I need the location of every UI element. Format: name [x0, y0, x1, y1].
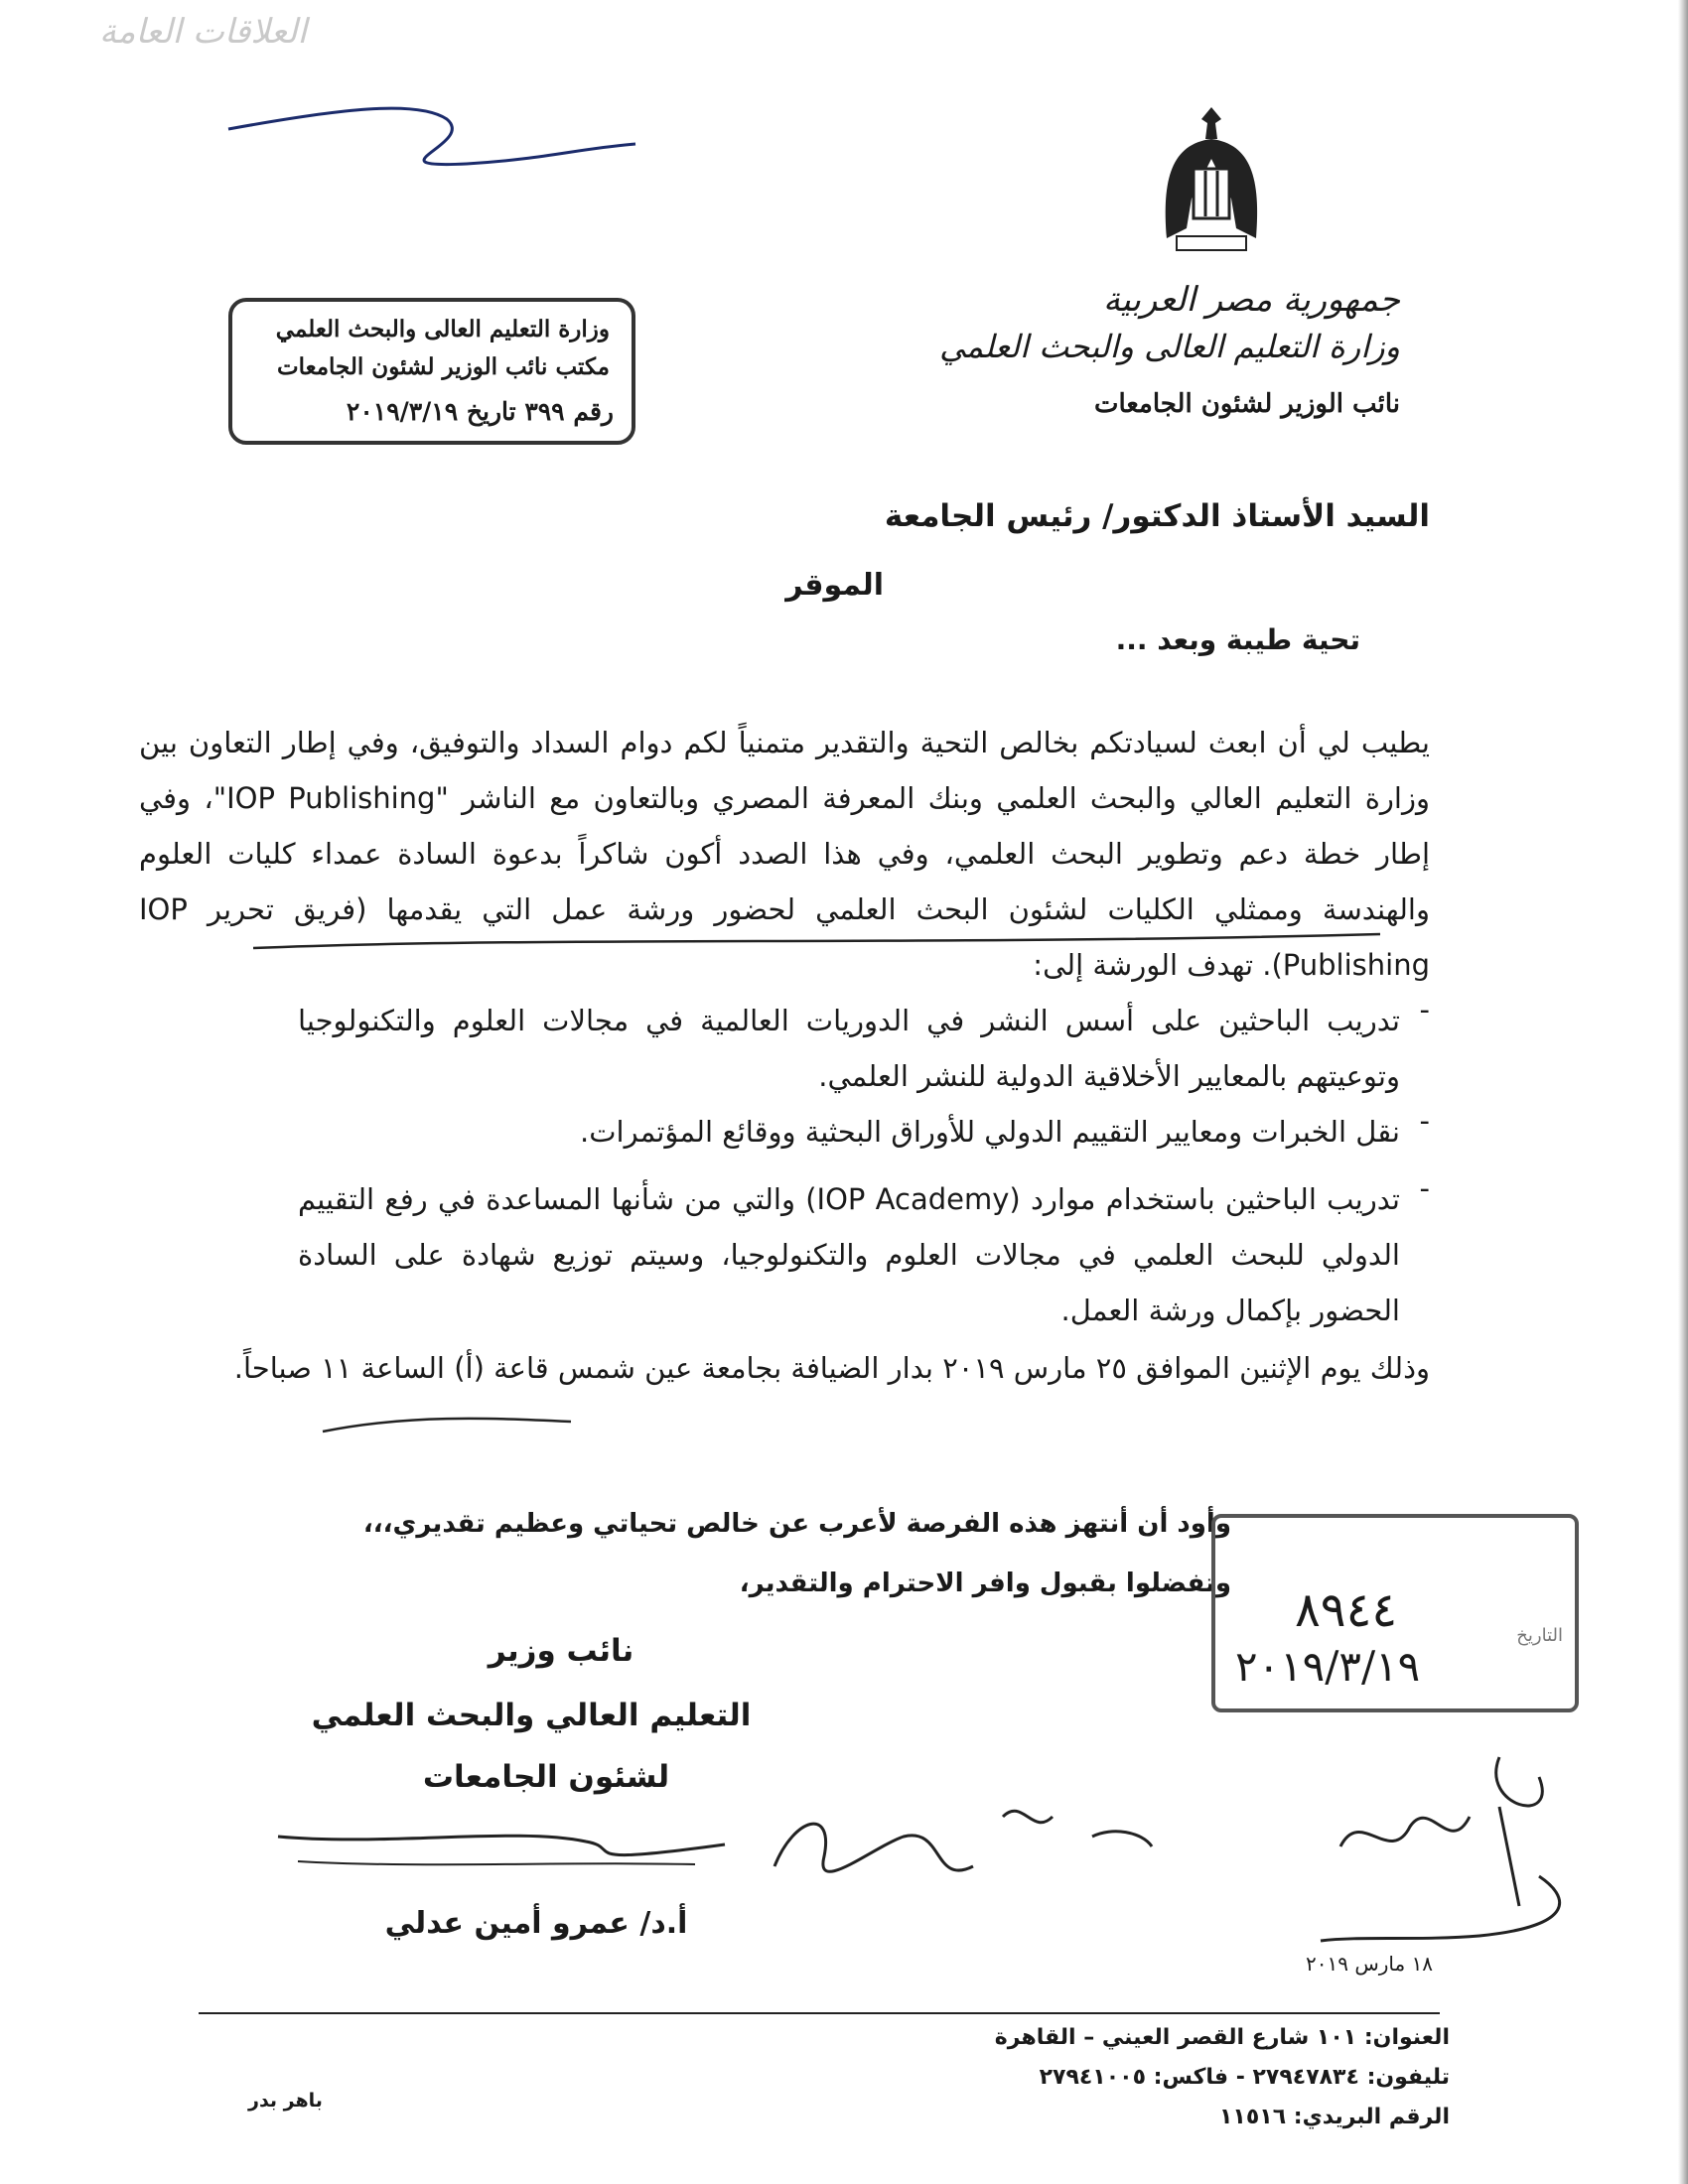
handwritten-underline [248, 928, 1390, 958]
bullet-marker: - [1419, 1171, 1430, 1205]
stamp-line-ministry: وزارة التعليم العالى والبحث العلمي [275, 316, 610, 342]
typist-initials: باهر بدر [248, 2090, 323, 2112]
header-country: جمهورية مصر العربية [1102, 280, 1400, 320]
footer-address: العنوان: ١٠١ شارع القصر العيني – القاهرة [994, 2025, 1450, 2050]
signature-date: ١٨ مارس ٢٠١٩ [1306, 1952, 1434, 1976]
incoming-stamp [1211, 1514, 1579, 1712]
addressee-title: السيد الأستاذ الدكتور/ رئيس الجامعة [884, 498, 1430, 534]
bullet-item: تدريب الباحثين باستخدام موارد (IOP Academy) والتي من شأنها المساعدة في رفع التقييم الدولي للبحث العلمي في مجالات العلوم والتكنولوجيا، وسيتم توزيع شهادة على السادة الحضور بإكمال ورشة العمل. [298, 1182, 1400, 1327]
signature-title-3: لشئون الجامعات [422, 1759, 670, 1795]
incoming-date-label: التاريخ [1516, 1625, 1563, 1646]
closing-line-2: وتفضلوا بقبول وافر الاحترام والتقدير، [739, 1569, 1231, 1598]
bullet-item: تدريب الباحثين على أسس النشر في الدوريات العالمية في مجالات العلوم والتكنولوجيا وتوعيتهم بالمعايير الأخلاقية الدولية للنشر العلمي. [298, 1004, 1400, 1093]
handwritten-signature [268, 1807, 745, 1896]
handwritten-underline [318, 1410, 576, 1439]
bullet-marker: - [1419, 993, 1430, 1026]
registration-stamp [228, 298, 635, 445]
body-paragraph-1: يطيب لي أن ابعث لسيادتكم بخالص التحية والتقدير متمنياً لكم دوام السداد والتوفيق، وفي إطار التعاون بين وزارة التعليم العالي والبحث العلمي وبنك المعرفة المصري وبالتعاون مع الناشر "IOP Publishing"، وفي إطار خطة دعم وتطوير البحث العلمي، وفي هذا الصدد أكون شاكراً بدعوة السادة عمداء كليات العلوم والهندسة وممثلي الكليات لشئون البحث العلمي لحضور ورشة عمل التي يقدمها (فريق تحرير IOP Publishing). تهدف الورشة إلى: [139, 726, 1430, 982]
signatory-name: أ.د/ عمرو أمين عدلي [384, 1906, 688, 1941]
incoming-number: ٨٩٤٤ [1295, 1582, 1398, 1638]
footer-postal-code: الرقم البريدي: ١١٥١٦ [1218, 2105, 1450, 2129]
signature-title-1: نائب وزير [488, 1633, 634, 1669]
handwritten-scribble [218, 89, 665, 199]
scan-edge [1678, 0, 1688, 2184]
incoming-date: ٢٠١٩/٣/١٩ [1235, 1642, 1421, 1691]
header-office: نائب الوزير لشئون الجامعات [1093, 389, 1400, 419]
header-ministry: وزارة التعليم العالى والبحث العلمي [939, 328, 1400, 365]
eagle-emblem-icon [1152, 99, 1271, 263]
bullet-marker: - [1419, 1104, 1430, 1138]
handwritten-signature [755, 1777, 1172, 1926]
handwritten-note: العلاقات العامة [99, 12, 307, 52]
signature-title-2: التعليم العالي والبحث العلمي [311, 1698, 752, 1733]
footer-divider [199, 2012, 1440, 2014]
greeting: تحية طيبة وبعد ... [1115, 623, 1360, 656]
addressee-honorific: الموقر [785, 568, 884, 603]
closing-line-1: وأود أن أنتهز هذه الفرصة لأعرب عن خالص تحياتي وعظيم تقديري،،، [362, 1509, 1231, 1539]
handwritten-signature [1301, 1747, 1599, 1966]
stamp-line-number-date: رقم ٣٩٩ تاريخ ٢٠١٩/٣/١٩ [346, 397, 614, 426]
body-paragraph-2: وذلك يوم الإثنين الموافق ٢٥ مارس ٢٠١٩ بدار الضيافة بجامعة عين شمس قاعة (أ) الساعة ١١ صباحاً. [233, 1351, 1430, 1385]
stamp-line-office: مكتب نائب الوزير لشئون الجامعات [276, 353, 610, 380]
footer-phone: تليفون: ٢٧٩٤٧٨٣٤ - فاكس: ٢٧٩٤١٠٠٥ [1039, 2065, 1450, 2090]
bullet-item: نقل الخبرات ومعايير التقييم الدولي للأوراق البحثية ووقائع المؤتمرات. [580, 1115, 1400, 1149]
